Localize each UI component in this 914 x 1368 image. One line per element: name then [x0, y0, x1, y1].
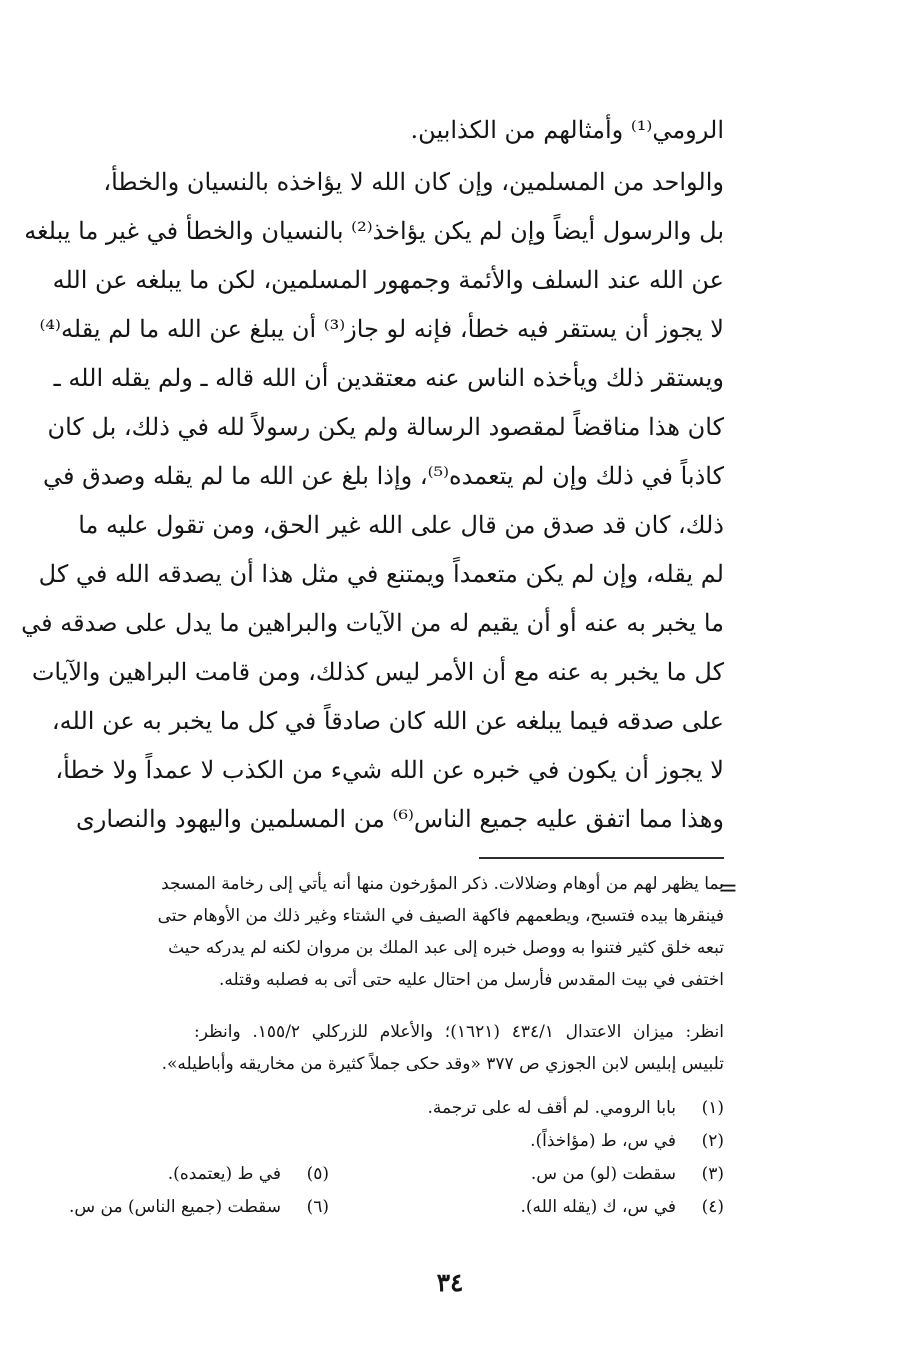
- main-text-line-7: كان هذا مناقضاً لمقصود الرسالة ولم يكن رسولاً لله في ذلك، بل كان: [47, 413, 724, 441]
- main-text-line-14: لا يجوز أن يكون في خبره عن الله شيء من الكذب لا عمداً ولا خطأ،: [55, 756, 724, 784]
- footnote-separator: [479, 857, 724, 859]
- main-text-line-8: كاذباً في ذلك وإن لم يتعمده⁽⁵⁾، وإذا بلغ عن الله ما لم يقله وصدق في: [43, 462, 724, 490]
- footnote-item-3: [531, 1160, 724, 1188]
- footnote-item-5: [168, 1160, 329, 1188]
- footnote-item-1: [427, 1094, 724, 1122]
- footnote-continuation-line-1: بما يظهر لهم من أوهام وضلالات. ذكر المؤرخون منها أنه يأتي إلى رخامة المسجد: [161, 874, 724, 894]
- footnote-continuation-line-4: اختفى في بيت المقدس فأرسل من احتال عليه حتى أتى به فصلبه وقتله.: [218, 970, 724, 990]
- footnote-continuation-mark: =: [717, 874, 738, 902]
- footnote-reference-line-1: انظر: ميزان الاعتدال ٤٣٤/١ (١٦٢١)؛ والأعلام للزركلي ١٥٥/٢. وانظر:: [194, 1022, 724, 1042]
- footnote-number-1: (١): [701, 1098, 724, 1118]
- footnote-text-3: سقطت (لو) من س.: [530, 1164, 676, 1184]
- footnote-number-2: (٢): [701, 1131, 724, 1151]
- main-text-line-15: وهذا مما اتفق عليه جميع الناس⁽⁶⁾ من المسلمين واليهود والنصارى: [75, 805, 724, 833]
- main-text-line-3: بل والرسول أيضاً وإن لم يكن يؤاخذ⁽²⁾ بالنسيان والخطأ في غير ما يبلغه: [24, 217, 724, 245]
- main-text-line-10: لم يقله، وإن لم يكن متعمداً ويمتنع في مثل هذا أن يصدقه الله في كل: [38, 560, 724, 588]
- footnote-continuation-line-3: تبعه خلق كثير فتنوا به ووصل خبره إلى عبد الملك بن مروان لكنه لم يدركه حيث: [168, 938, 724, 958]
- main-text-line-1: الرومي⁽¹⁾ وأمثالهم من الكذابين.: [410, 116, 724, 144]
- main-text-line-12: كل ما يخبر به عنه مع أن الأمر ليس كذلك، ومن قامت البراهين والآيات: [31, 658, 724, 686]
- main-text-line-13: على صدقه فيما يبلغه عن الله كان صادقاً في كل ما يخبر به عن الله،: [51, 707, 724, 735]
- footnote-text-6: سقطت (جميع الناس) من س.: [68, 1197, 281, 1217]
- footnote-number-6: (٦): [306, 1197, 329, 1217]
- main-text-line-5: لا يجوز أن يستقر فيه خطأ، فإنه لو جاز⁽³⁾ أن يبلغ عن الله ما لم يقله⁽⁴⁾: [39, 315, 724, 343]
- footnote-text-2: في س، ط (مؤاخذاً).: [530, 1131, 676, 1151]
- footnote-item-2: [530, 1127, 724, 1155]
- main-text-line-2: والواحد من المسلمين، وإن كان الله لا يؤاخذه بالنسيان والخطأ،: [103, 168, 724, 196]
- main-text-line-6: ويستقر ذلك ويأخذه الناس عنه معتقدين أن الله قاله ـ ولم يقله الله ـ: [53, 364, 724, 392]
- footnote-item-4: [520, 1193, 724, 1221]
- footnote-text-1: بابا الرومي. لم أقف له على ترجمة.: [427, 1098, 676, 1118]
- footnote-number-5: (٥): [306, 1164, 329, 1184]
- main-text-line-11: ما يخبر به عنه أو أن يقيم له من الآيات والبراهين ما يدل على صدقه في: [21, 609, 724, 637]
- page-number: ٣٤: [436, 1268, 464, 1297]
- footnote-text-4: في س، ك (يقله الله).: [520, 1197, 676, 1217]
- footnote-number-4: (٤): [701, 1197, 724, 1217]
- main-text-line-4: عن الله عند السلف والأئمة وجمهور المسلمين، لكن ما يبلغه عن الله: [52, 266, 724, 294]
- footnote-number-3: (٣): [701, 1164, 724, 1184]
- footnote-reference-line-2: تلبيس إبليس لابن الجوزي ص ٣٧٧ «وقد حكى جملاً كثيرة من مخاريقه وأباطيله».: [161, 1054, 724, 1074]
- footnote-continuation-line-2: فينقرها بيده فتسبح، ويطعمهم فاكهة الصيف في الشتاء وغير ذلك من الأوهام حتى: [157, 906, 724, 926]
- main-text-line-9: ذلك، كان قد صدق من قال على الله غير الحق، ومن تقول عليه ما: [78, 511, 724, 539]
- footnote-text-5: في ط (يعتمده).: [167, 1164, 281, 1184]
- footnote-item-6: [69, 1193, 329, 1221]
